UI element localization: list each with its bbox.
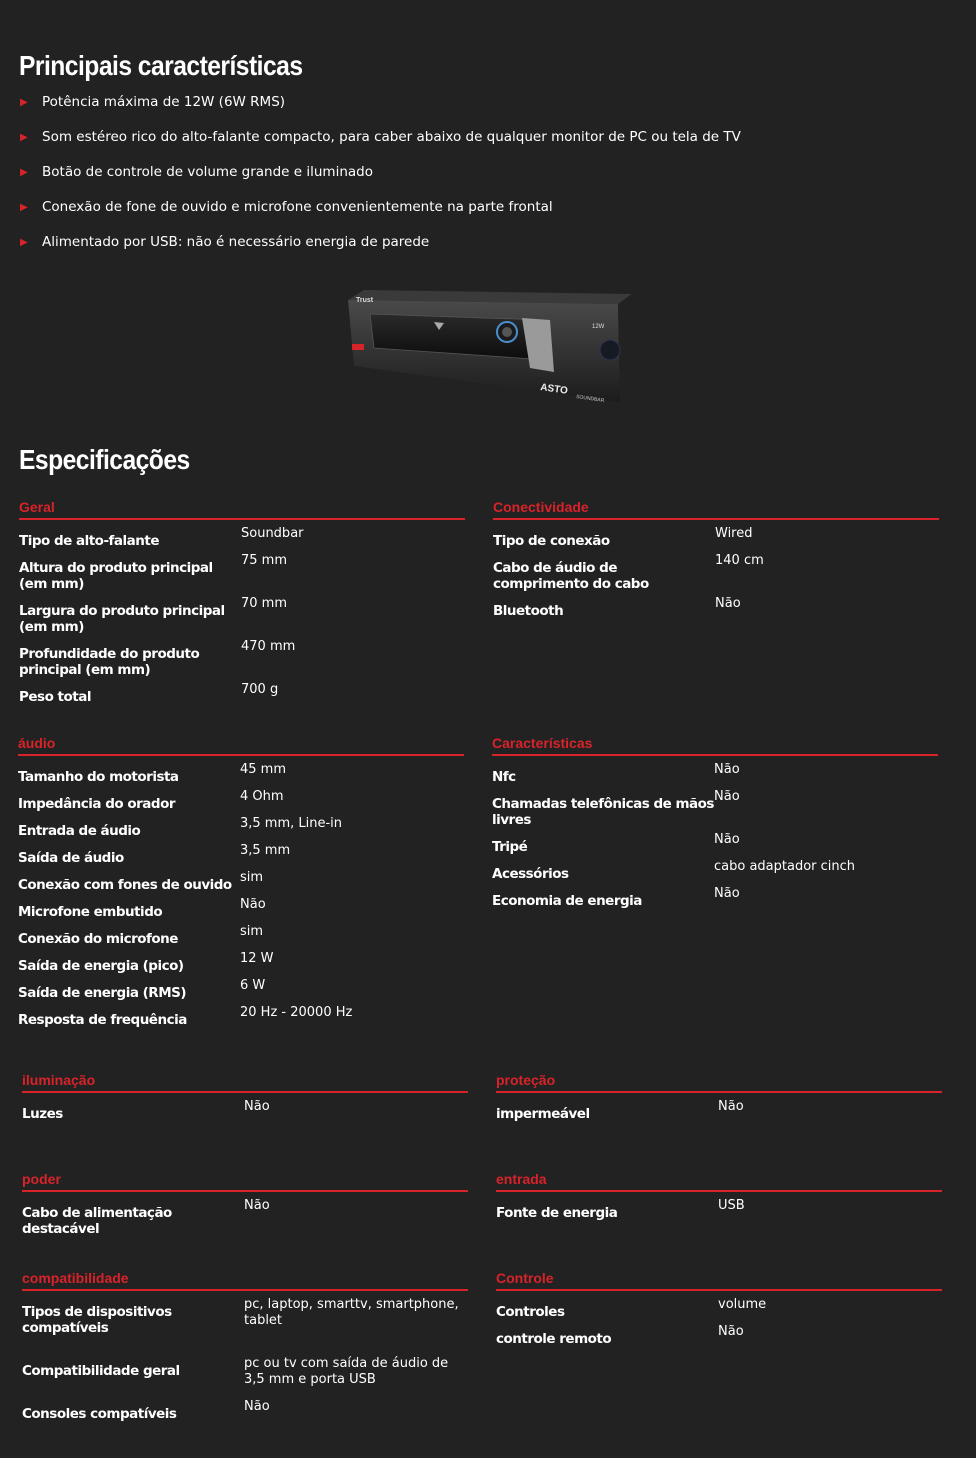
section-title: compatibilidade [22, 1270, 129, 1286]
spec-value: volume [718, 1297, 767, 1312]
spec-row [19, 641, 465, 684]
spec-row [492, 834, 938, 861]
section-divider [22, 1289, 468, 1291]
spec-label: Microfone embutido [18, 904, 163, 920]
spec-table [18, 764, 464, 1034]
spec-section-entrada [496, 1168, 942, 1227]
spec-label: Chamadas telefônicas de mãos livres [492, 796, 714, 828]
spec-row [496, 1101, 942, 1128]
spec-value: 12 W [240, 951, 274, 966]
section-title: poder [22, 1171, 61, 1187]
power-text: 12W [592, 324, 605, 330]
spec-value: 3,5 mm [240, 843, 291, 858]
section-divider [22, 1091, 468, 1093]
spec-value: sim [240, 924, 264, 939]
spec-value: 6 W [240, 978, 266, 993]
spec-value: 20 Hz - 20000 Hz [240, 1005, 353, 1020]
spec-label: Compatibilidade geral [22, 1363, 180, 1379]
spec-value: 3,5 mm, Line-in [240, 816, 343, 831]
spec-label: Impedância do orador [18, 796, 176, 812]
spec-label: Controles [496, 1304, 565, 1320]
spec-row [18, 899, 464, 926]
brand-text: Trust [356, 297, 374, 304]
section-title: proteção [496, 1072, 556, 1088]
section-title: iluminação [22, 1072, 96, 1088]
section-title: Geral [19, 499, 55, 515]
spec-label: impermeável [496, 1106, 590, 1122]
feature-item [20, 233, 741, 268]
spec-section-geral [19, 496, 465, 711]
product-box-image [344, 290, 632, 410]
spec-value: Não [240, 897, 266, 912]
spec-row [19, 684, 465, 711]
bullet-arrow-icon: ▶ [20, 167, 28, 178]
spec-label: Resposta de frequência [18, 1012, 187, 1028]
spec-row [18, 926, 464, 953]
spec-row [18, 818, 464, 845]
spec-row [22, 1299, 468, 1358]
spec-label: Acessórios [492, 866, 569, 882]
spec-value: Não [244, 1099, 270, 1114]
spec-label: Entrada de áudio [18, 823, 141, 839]
bullet-arrow-icon: ▶ [20, 237, 28, 248]
spec-section-conectividade [493, 496, 939, 625]
bullet-arrow-icon: ▶ [20, 97, 28, 108]
spec-value: 4 Ohm [240, 789, 284, 804]
spec-value: 75 mm [241, 553, 288, 568]
spec-row [22, 1401, 468, 1428]
spec-row [493, 528, 939, 555]
spec-value: Não [714, 886, 740, 901]
spec-label: Saída de áudio [18, 850, 124, 866]
feature-item [20, 163, 741, 198]
spec-label: Conexão com fones de ouvido [18, 877, 232, 893]
section-divider [18, 754, 464, 756]
spec-label: Tipos de dispositivos compatíveis [22, 1304, 172, 1336]
spec-row [19, 528, 465, 555]
spec-label: Conexão do microfone [18, 931, 178, 947]
spec-row [493, 555, 939, 598]
spec-row [492, 888, 938, 915]
spec-row [492, 791, 938, 834]
spec-table [496, 1101, 942, 1128]
spec-table [492, 764, 938, 915]
spec-value: 45 mm [240, 762, 287, 777]
spec-label: Saída de energia (pico) [18, 958, 184, 974]
spec-table [19, 528, 465, 711]
spec-table [22, 1200, 468, 1243]
spec-label: Cabo de áudio de comprimento do cabo [493, 560, 649, 592]
spec-value: Não [718, 1324, 744, 1339]
section-divider [496, 1190, 942, 1192]
spec-row [496, 1200, 942, 1227]
spec-section-poder [22, 1168, 468, 1243]
spec-label: Cabo de alimentação destacável [22, 1205, 172, 1237]
spec-section-compatibilidade [22, 1267, 468, 1428]
section-title: Características [492, 735, 593, 751]
feature-text: Botão de controle de volume grande e iluminado [42, 164, 373, 180]
spec-value: pc ou tv com saída de áudio de 3,5 mm e porta USB [244, 1356, 449, 1387]
spec-label: Tipo de alto-falante [19, 533, 160, 549]
spec-value: Não [714, 789, 740, 804]
spec-table [496, 1299, 942, 1353]
spec-value: Não [244, 1399, 270, 1414]
feature-text: Potência máxima de 12W (6W RMS) [42, 94, 286, 110]
spec-row [22, 1358, 468, 1401]
spec-table [493, 528, 939, 625]
spec-label: Tamanho do motorista [18, 769, 179, 785]
spec-row [18, 845, 464, 872]
spec-value: 140 cm [715, 553, 764, 568]
spec-section-caracteristicas [492, 732, 938, 915]
spec-value: Não [714, 762, 740, 777]
spec-value: Não [715, 596, 741, 611]
feature-text: Alimentado por USB: não é necessário energia de parede [42, 234, 430, 250]
spec-label: Saída de energia (RMS) [18, 985, 187, 1001]
spec-table [22, 1101, 468, 1128]
spec-value: Não [718, 1099, 744, 1114]
spec-label: Altura do produto principal (em mm) [19, 560, 213, 592]
feature-item [20, 198, 741, 233]
section-divider [493, 518, 939, 520]
spec-row [18, 791, 464, 818]
type-text: SOUNDBAR [575, 394, 605, 404]
features-title: Principais características [19, 50, 303, 81]
spec-row [19, 598, 465, 641]
spec-value: 700 g [241, 682, 279, 697]
spec-table [22, 1299, 468, 1428]
section-divider [496, 1091, 942, 1093]
spec-row [18, 953, 464, 980]
model-text: ASTO [539, 382, 569, 397]
feature-item [20, 128, 741, 163]
section-divider [19, 518, 465, 520]
spec-label: Nfc [492, 769, 516, 785]
spec-row [496, 1326, 942, 1353]
spec-row [18, 764, 464, 791]
spec-label: Bluetooth [493, 603, 564, 619]
feature-item [20, 93, 741, 128]
spec-label: Profundidade do produto principal (em mm) [19, 646, 200, 678]
feature-text: Conexão de fone de ouvido e microfone convenientemente na parte frontal [42, 199, 553, 215]
spec-label: Fonte de energia [496, 1205, 618, 1221]
spec-value: cabo adaptador cinch [714, 859, 856, 874]
spec-label: Consoles compatíveis [22, 1406, 177, 1422]
spec-row [496, 1299, 942, 1326]
section-divider [496, 1289, 942, 1291]
section-title: áudio [18, 735, 56, 751]
bullet-arrow-icon: ▶ [20, 202, 28, 213]
spec-value: Não [714, 832, 740, 847]
spec-value: Soundbar [241, 526, 304, 541]
spec-section-audio [18, 732, 464, 1034]
spec-value: Não [244, 1198, 270, 1213]
spec-label: Tripé [492, 839, 528, 855]
spec-row [22, 1101, 468, 1128]
section-title: entrada [496, 1171, 547, 1187]
spec-row [18, 1007, 464, 1034]
spec-table [496, 1200, 942, 1227]
spec-row [18, 872, 464, 899]
spec-section-protecao [496, 1069, 942, 1128]
spec-row [492, 861, 938, 888]
section-divider [492, 754, 938, 756]
spec-section-iluminacao [22, 1069, 468, 1128]
bullet-arrow-icon: ▶ [20, 132, 28, 143]
spec-value: pc, laptop, smarttv, smartphone, tablet [244, 1297, 459, 1328]
spec-value: Wired [715, 526, 753, 541]
spec-label: controle remoto [496, 1331, 612, 1347]
specs-title: Especificações [19, 444, 190, 475]
spec-value: 470 mm [241, 639, 296, 654]
section-title: Controle [496, 1270, 554, 1286]
section-divider [22, 1190, 468, 1192]
section-title: Conectividade [493, 499, 589, 515]
spec-row [19, 555, 465, 598]
spec-section-controle [496, 1267, 942, 1353]
spec-row [493, 598, 939, 625]
spec-label: Luzes [22, 1106, 63, 1122]
spec-label: Peso total [19, 689, 91, 705]
spec-value: 70 mm [241, 596, 288, 611]
spec-label: Largura do produto principal (em mm) [19, 603, 225, 635]
spec-label: Economia de energia [492, 893, 642, 909]
spec-value: USB [718, 1198, 745, 1213]
features-list [20, 93, 741, 268]
spec-row [22, 1200, 468, 1243]
spec-label: Tipo de conexão [493, 533, 610, 549]
spec-row [492, 764, 938, 791]
spec-row [18, 980, 464, 1007]
feature-text: Som estéreo rico do alto-falante compacto, para caber abaixo de qualquer monitor de PC ou tela de TV [42, 129, 741, 145]
spec-value: sim [240, 870, 264, 885]
